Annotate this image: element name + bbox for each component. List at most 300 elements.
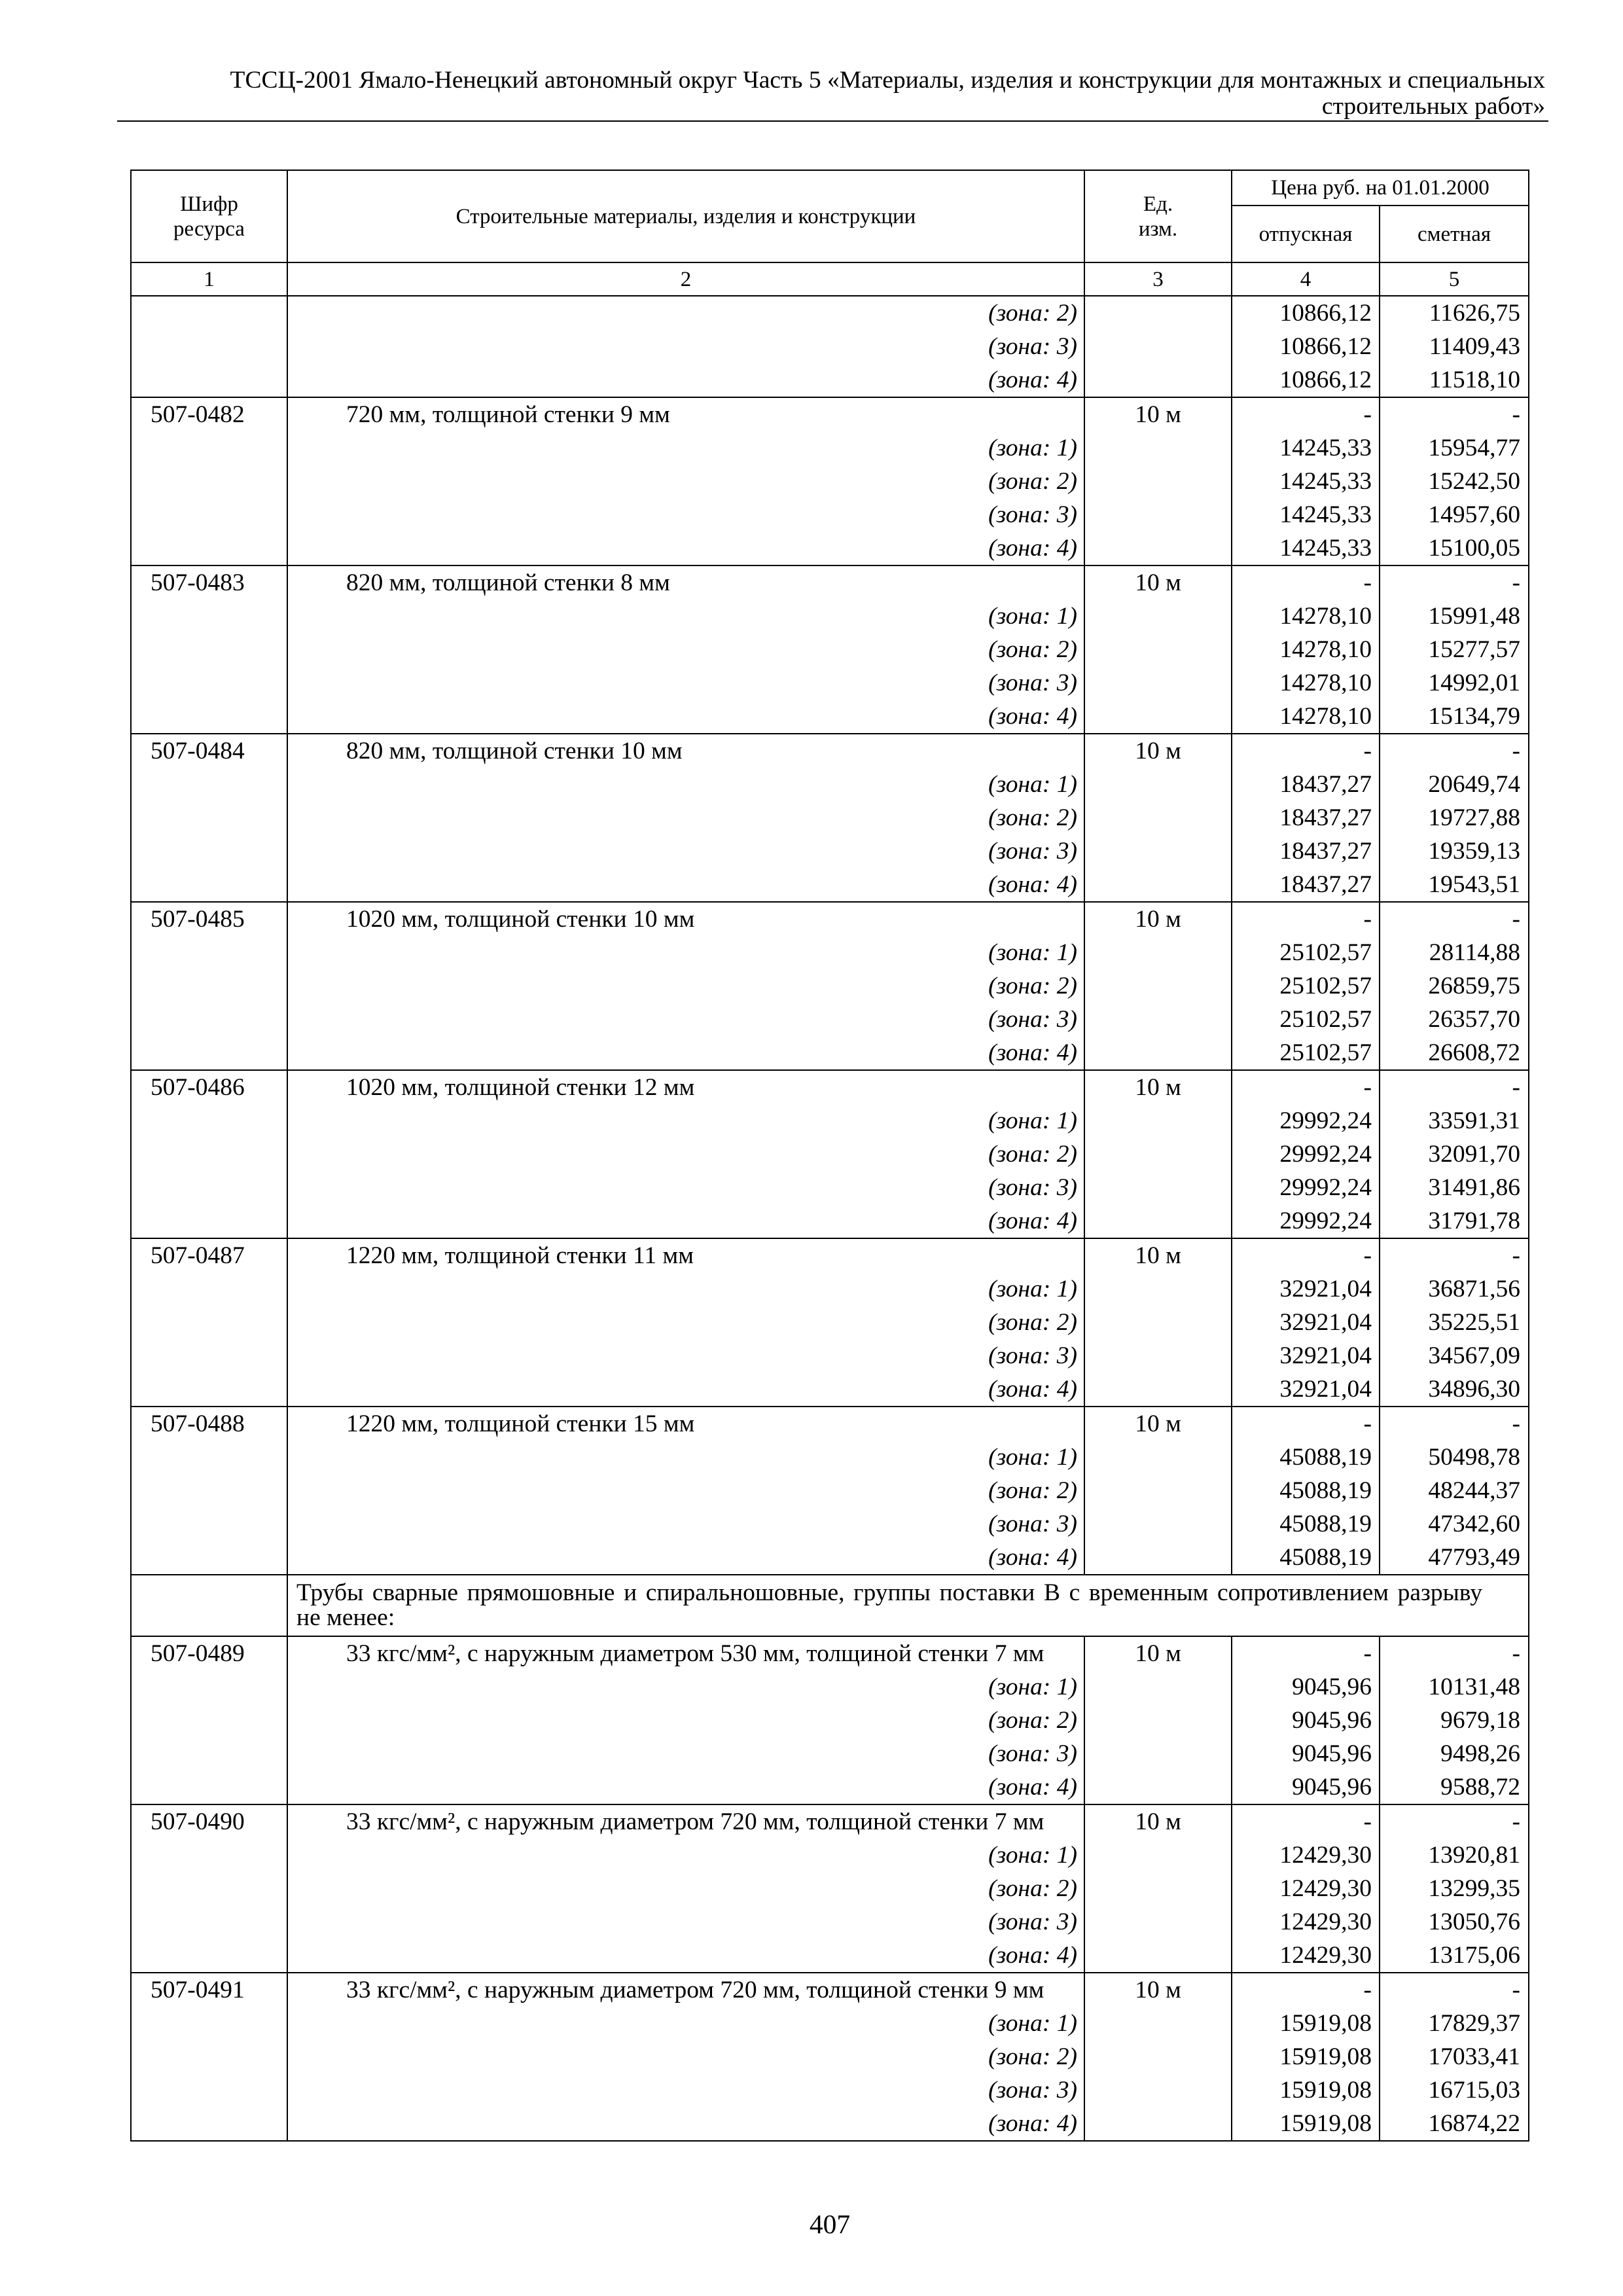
release-price: 45088,19 <box>1232 1541 1380 1574</box>
empty-cell <box>1085 531 1232 565</box>
release-price: - <box>1232 1973 1380 2007</box>
zone-row <box>132 1770 1528 1804</box>
empty-cell <box>132 1171 288 1204</box>
empty-cell <box>1085 666 1232 700</box>
estimate-price: 19543,51 <box>1428 871 1520 898</box>
zone-label: (зона: 4) <box>288 1939 1085 1972</box>
column-header-name <box>288 171 1085 262</box>
estimate-price: 31791,78 <box>1428 1208 1520 1234</box>
empty-cell <box>1085 1770 1232 1804</box>
release-price: 9045,96 <box>1232 1737 1380 1770</box>
section-row <box>132 1575 1528 1636</box>
empty-cell <box>1085 868 1232 901</box>
zone-label: (зона: 1) <box>288 1441 1085 1474</box>
empty-cell <box>1085 1839 1232 1872</box>
table-row <box>132 1637 1528 1670</box>
release-price: 32921,04 <box>1232 1306 1380 1339</box>
release-price: 32921,04 <box>1232 1272 1380 1306</box>
section-heading <box>288 1575 1528 1636</box>
empty-cell <box>132 330 288 363</box>
empty-cell <box>1085 768 1232 801</box>
release-price: 9045,96 <box>1232 1770 1380 1804</box>
empty-cell <box>1085 1003 1232 1036</box>
resource-group <box>132 733 1528 901</box>
item-description: 820 мм, толщиной стенки 8 мм <box>288 566 1085 600</box>
release-price: 12429,30 <box>1232 1872 1380 1905</box>
zone-label: (зона: 2) <box>288 1474 1085 1507</box>
empty-cell <box>132 600 288 633</box>
resource-group <box>132 901 1528 1069</box>
estimate-price: - <box>1512 1977 1520 2003</box>
empty-cell <box>1085 1306 1232 1339</box>
empty-cell <box>132 1272 288 1306</box>
estimate-price: 13920,81 <box>1428 1842 1520 1869</box>
table-row <box>132 734 1528 768</box>
estimate-price: 17033,41 <box>1428 2043 1520 2070</box>
resource-group <box>132 1972 1528 2140</box>
resource-code: 507-0483 <box>132 566 288 600</box>
estimate-price: 34896,30 <box>1428 1376 1520 1403</box>
zone-row <box>132 330 1528 363</box>
zone-label: (зона: 1) <box>288 1272 1085 1306</box>
zone-row <box>132 868 1528 901</box>
column-header-estimate: сметная <box>1417 222 1491 246</box>
empty-cell <box>1085 2007 1232 2040</box>
column-header-release: отпускная <box>1232 206 1380 262</box>
empty-cell <box>1085 431 1232 465</box>
estimate-price: 33591,31 <box>1428 1107 1520 1134</box>
zone-label: (зона: 4) <box>288 868 1085 901</box>
zone-row <box>132 296 1528 330</box>
empty-cell <box>1085 1670 1232 1704</box>
zone-label: (зона: 4) <box>288 700 1085 733</box>
section-heading-line: не менее: <box>296 1604 395 1631</box>
release-price: 29992,24 <box>1232 1171 1380 1204</box>
zone-row <box>132 1541 1528 1574</box>
column-number: 3 <box>1085 263 1232 295</box>
column-header-code-line: Шифр <box>180 192 238 216</box>
estimate-price: 14992,01 <box>1428 670 1520 696</box>
table-row <box>132 566 1528 600</box>
estimate-price: 11409,43 <box>1429 333 1520 360</box>
estimate-price: - <box>1512 738 1520 764</box>
zone-row <box>132 1737 1528 1770</box>
zone-row <box>132 600 1528 633</box>
empty-cell <box>1085 1204 1232 1238</box>
release-price: 32921,04 <box>1232 1372 1380 1406</box>
estimate-price: 17829,37 <box>1428 2010 1520 2037</box>
empty-cell <box>1085 296 1232 330</box>
release-price: - <box>1232 1637 1380 1670</box>
zone-row <box>132 2040 1528 2073</box>
price-subheader-row <box>1232 206 1528 262</box>
empty-cell <box>1085 1272 1232 1306</box>
empty-cell <box>132 1704 288 1737</box>
release-price: 9045,96 <box>1232 1670 1380 1704</box>
zone-row <box>132 1905 1528 1939</box>
resource-code: 507-0488 <box>132 1407 288 1441</box>
table-header <box>132 171 1528 296</box>
release-price: 25102,57 <box>1232 969 1380 1003</box>
zone-label: (зона: 3) <box>288 1905 1085 1939</box>
empty-cell <box>1085 465 1232 498</box>
empty-cell <box>132 801 288 834</box>
item-description: 1220 мм, толщиной стенки 15 мм <box>288 1407 1085 1441</box>
empty-cell <box>132 1003 288 1036</box>
empty-cell <box>132 498 288 531</box>
zone-label: (зона: 3) <box>288 834 1085 868</box>
zone-label: (зона: 2) <box>288 633 1085 666</box>
zone-row <box>132 1306 1528 1339</box>
estimate-price: 16715,03 <box>1428 2077 1520 2104</box>
empty-cell <box>132 1575 288 1636</box>
zone-label: (зона: 2) <box>288 296 1085 330</box>
zone-row <box>132 498 1528 531</box>
zone-label: (зона: 2) <box>288 1138 1085 1171</box>
empty-cell <box>1085 1905 1232 1939</box>
release-price: 14245,33 <box>1232 531 1380 565</box>
unit-of-measure: 10 м <box>1085 734 1232 768</box>
zone-row <box>132 1171 1528 1204</box>
resource-group <box>132 296 1528 397</box>
zone-label: (зона: 3) <box>288 1507 1085 1541</box>
empty-cell <box>132 1441 288 1474</box>
release-price: - <box>1232 1805 1380 1839</box>
zone-row <box>132 1670 1528 1704</box>
empty-cell <box>1085 1474 1232 1507</box>
estimate-price: 16874,22 <box>1428 2110 1520 2137</box>
resource-group <box>132 1406 1528 1574</box>
column-header-price <box>1232 171 1528 262</box>
estimate-price: 20649,74 <box>1428 771 1520 798</box>
column-header-code-line: ресурса <box>173 217 245 241</box>
zone-label: (зона: 4) <box>288 363 1085 397</box>
empty-cell <box>1085 633 1232 666</box>
estimate-price: 36871,56 <box>1428 1276 1520 1302</box>
zone-label: (зона: 4) <box>288 1036 1085 1069</box>
release-price: 14278,10 <box>1232 600 1380 633</box>
empty-cell <box>132 768 288 801</box>
empty-cell <box>132 1339 288 1372</box>
zone-row <box>132 1441 1528 1474</box>
release-price: 18437,27 <box>1232 801 1380 834</box>
zone-label: (зона: 3) <box>288 498 1085 531</box>
estimate-price: 26357,70 <box>1428 1006 1520 1033</box>
table-row <box>132 1071 1528 1104</box>
resource-code: 507-0490 <box>132 1805 288 1839</box>
empty-cell <box>132 1670 288 1704</box>
section-group <box>132 1574 1528 1636</box>
running-header-line: ТССЦ-2001 Ямало-Ненецкий автономный округ Часть 5 «Материалы, изделия и конструкции для монтажных и специальных <box>230 67 1545 94</box>
empty-cell <box>132 1541 288 1574</box>
zone-label: (зона: 3) <box>288 666 1085 700</box>
zone-row <box>132 1872 1528 1905</box>
estimate-price: 28114,88 <box>1429 939 1520 966</box>
release-price: - <box>1232 1407 1380 1441</box>
zone-row <box>132 431 1528 465</box>
zone-row <box>132 700 1528 733</box>
zone-row <box>132 363 1528 397</box>
empty-cell <box>132 1104 288 1138</box>
release-price: 18437,27 <box>1232 868 1380 901</box>
estimate-price: 35225,51 <box>1428 1309 1520 1336</box>
empty-cell <box>132 1737 288 1770</box>
zone-label: (зона: 2) <box>288 1704 1085 1737</box>
section-heading-line: Трубы сварные прямошовные и спиральношовные, группы поставки В с временным сопротивлением разрыву <box>296 1579 1482 1606</box>
empty-cell <box>132 700 288 733</box>
empty-cell <box>1085 2107 1232 2140</box>
zone-row <box>132 1138 1528 1171</box>
item-description: 820 мм, толщиной стенки 10 мм <box>288 734 1085 768</box>
estimate-price: 47793,49 <box>1428 1544 1520 1571</box>
estimate-price: - <box>1512 1410 1520 1437</box>
unit-of-measure: 10 м <box>1085 1637 1232 1670</box>
estimate-price: 34567,09 <box>1428 1342 1520 1369</box>
zone-row <box>132 1704 1528 1737</box>
estimate-price: 19727,88 <box>1428 804 1520 831</box>
header-rule <box>117 120 1548 122</box>
item-description: 1020 мм, толщиной стенки 12 мм <box>288 1071 1085 1104</box>
column-number-row <box>132 263 1528 296</box>
zone-label: (зона: 1) <box>288 431 1085 465</box>
empty-cell <box>132 969 288 1003</box>
release-price: - <box>1232 1239 1380 1272</box>
release-price: 12429,30 <box>1232 1939 1380 1972</box>
estimate-price: 15954,77 <box>1428 435 1520 461</box>
zone-label: (зона: 3) <box>288 1003 1085 1036</box>
empty-cell <box>132 936 288 969</box>
zone-row <box>132 1474 1528 1507</box>
release-price: 29992,24 <box>1232 1138 1380 1171</box>
empty-cell <box>1085 2040 1232 2073</box>
estimate-price: 11518,10 <box>1429 367 1520 393</box>
empty-cell <box>132 1872 288 1905</box>
table-row <box>132 1805 1528 1839</box>
estimate-price: - <box>1512 1808 1520 1835</box>
zone-row <box>132 801 1528 834</box>
estimate-price: 15277,57 <box>1428 636 1520 663</box>
estimate-price: 11626,75 <box>1429 300 1520 327</box>
item-description: 33 кгс/мм², с наружным диаметром 720 мм, толщиной стенки 7 мм <box>288 1805 1085 1839</box>
zone-row <box>132 1104 1528 1138</box>
zone-row <box>132 768 1528 801</box>
release-price: 18437,27 <box>1232 768 1380 801</box>
zone-label: (зона: 2) <box>288 1872 1085 1905</box>
empty-cell <box>132 1770 288 1804</box>
release-price: 14278,10 <box>1232 633 1380 666</box>
resource-group <box>132 1804 1528 1972</box>
resource-code: 507-0484 <box>132 734 288 768</box>
release-price: 15919,08 <box>1232 2040 1380 2073</box>
empty-cell <box>1085 600 1232 633</box>
zone-row <box>132 1339 1528 1372</box>
empty-cell <box>1085 2073 1232 2107</box>
resource-group <box>132 397 1528 565</box>
empty-cell <box>1085 1704 1232 1737</box>
empty-cell <box>1085 1541 1232 1574</box>
unit-of-measure: 10 м <box>1085 1071 1232 1104</box>
estimate-price: 13175,06 <box>1428 1942 1520 1969</box>
release-price: 25102,57 <box>1232 1036 1380 1069</box>
zone-row <box>132 1003 1528 1036</box>
empty-cell <box>132 363 288 397</box>
release-price: 25102,57 <box>1232 936 1380 969</box>
estimate-price: 50498,78 <box>1428 1444 1520 1471</box>
zone-row <box>132 2107 1528 2140</box>
release-price: 32921,04 <box>1232 1339 1380 1372</box>
zone-label: (зона: 4) <box>288 1770 1085 1804</box>
estimate-price: - <box>1512 1074 1520 1101</box>
release-price: 29992,24 <box>1232 1204 1380 1238</box>
resource-code: 507-0485 <box>132 903 288 936</box>
empty-cell <box>1085 1507 1232 1541</box>
column-header-name-label: Строительные материалы, изделия и конструкции <box>455 204 916 228</box>
empty-cell <box>132 296 288 330</box>
release-price: 15919,08 <box>1232 2073 1380 2107</box>
zone-label: (зона: 3) <box>288 1171 1085 1204</box>
empty-cell <box>1085 1339 1232 1372</box>
zone-row <box>132 666 1528 700</box>
zone-label: (зона: 2) <box>288 465 1085 498</box>
empty-cell <box>1085 330 1232 363</box>
zone-row <box>132 531 1528 565</box>
zone-label: (зона: 3) <box>288 1737 1085 1770</box>
zone-label: (зона: 3) <box>288 1339 1085 1372</box>
resource-code: 507-0487 <box>132 1239 288 1272</box>
item-description: 1020 мм, толщиной стенки 10 мм <box>288 903 1085 936</box>
table-row <box>132 398 1528 431</box>
item-description: 33 кгс/мм², с наружным диаметром 530 мм, толщиной стенки 7 мм <box>288 1637 1085 1670</box>
empty-cell <box>1085 498 1232 531</box>
empty-cell <box>1085 936 1232 969</box>
empty-cell <box>1085 1036 1232 1069</box>
release-price: 18437,27 <box>1232 834 1380 868</box>
zone-row <box>132 465 1528 498</box>
item-description: 33 кгс/мм², с наружным диаметром 720 мм, толщиной стенки 9 мм <box>288 1973 1085 2007</box>
zone-row <box>132 2007 1528 2040</box>
empty-cell <box>1085 1138 1232 1171</box>
empty-cell <box>132 1939 288 1972</box>
empty-cell <box>132 1474 288 1507</box>
empty-cell <box>132 2007 288 2040</box>
release-price: 12429,30 <box>1232 1905 1380 1939</box>
release-price: 45088,19 <box>1232 1507 1380 1541</box>
release-price: - <box>1232 1071 1380 1104</box>
release-price: 14245,33 <box>1232 431 1380 465</box>
estimate-price: - <box>1512 1640 1520 1667</box>
empty-cell <box>1085 363 1232 397</box>
price-date-title: Цена руб. на 01.01.2000 <box>1232 171 1528 206</box>
empty-cell <box>1085 1441 1232 1474</box>
resource-group <box>132 1069 1528 1238</box>
zone-label: (зона: 1) <box>288 1670 1085 1704</box>
column-header-unit-line: изм. <box>1138 217 1178 241</box>
table-row <box>132 903 1528 936</box>
zone-row <box>132 1036 1528 1069</box>
estimate-price: 13299,35 <box>1428 1875 1520 1902</box>
zone-label: (зона: 3) <box>288 2073 1085 2107</box>
resource-group <box>132 1238 1528 1406</box>
zone-label: (зона: 1) <box>288 600 1085 633</box>
table-body <box>132 296 1528 2140</box>
zone-label: (зона: 1) <box>288 1839 1085 1872</box>
empty-cell <box>132 1036 288 1069</box>
unit-of-measure: 10 м <box>1085 398 1232 431</box>
column-header-unit <box>1085 171 1232 262</box>
release-price: 15919,08 <box>1232 2007 1380 2040</box>
estimate-price: 10131,48 <box>1428 1674 1520 1700</box>
release-price: 15919,08 <box>1232 2107 1380 2140</box>
unit-of-measure: 10 м <box>1085 1805 1232 1839</box>
empty-cell <box>132 868 288 901</box>
unit-of-measure: 10 м <box>1085 1407 1232 1441</box>
release-price: - <box>1232 566 1380 600</box>
empty-cell <box>1085 969 1232 1003</box>
table-row <box>132 1239 1528 1272</box>
page-number: 407 <box>809 2209 851 2239</box>
zone-label: (зона: 4) <box>288 531 1085 565</box>
empty-cell <box>132 431 288 465</box>
release-price: - <box>1232 734 1380 768</box>
zone-label: (зона: 2) <box>288 2040 1085 2073</box>
item-description: 720 мм, толщиной стенки 9 мм <box>288 398 1085 431</box>
estimate-price: 31491,86 <box>1428 1174 1520 1201</box>
item-description: 1220 мм, толщиной стенки 11 мм <box>288 1239 1085 1272</box>
empty-cell <box>132 2073 288 2107</box>
release-price: 25102,57 <box>1232 1003 1380 1036</box>
zone-row <box>132 936 1528 969</box>
empty-cell <box>132 633 288 666</box>
empty-cell <box>1085 801 1232 834</box>
zone-label: (зона: 1) <box>288 2007 1085 2040</box>
release-price: 12429,30 <box>1232 1839 1380 1872</box>
table-row <box>132 1973 1528 2007</box>
estimate-price: 47342,60 <box>1428 1511 1520 1537</box>
empty-cell <box>132 1372 288 1406</box>
estimate-price: 13050,76 <box>1428 1909 1520 1935</box>
running-header-line: строительных работ» <box>1321 93 1545 120</box>
release-price: 14278,10 <box>1232 700 1380 733</box>
release-price: 29992,24 <box>1232 1104 1380 1138</box>
zone-label: (зона: 1) <box>288 768 1085 801</box>
release-price: 10866,12 <box>1232 363 1380 397</box>
column-number: 4 <box>1232 263 1380 295</box>
release-price: 10866,12 <box>1232 330 1380 363</box>
empty-cell <box>1085 1104 1232 1138</box>
zone-row <box>132 1272 1528 1306</box>
empty-cell <box>132 1306 288 1339</box>
zone-label: (зона: 2) <box>288 801 1085 834</box>
empty-cell <box>132 1138 288 1171</box>
column-number: 5 <box>1448 267 1460 291</box>
empty-cell <box>132 834 288 868</box>
zone-label: (зона: 1) <box>288 1104 1085 1138</box>
column-header-code <box>132 171 288 262</box>
unit-of-measure: 10 м <box>1085 566 1232 600</box>
zone-row <box>132 1939 1528 1972</box>
empty-cell <box>132 2040 288 2073</box>
empty-cell <box>132 1839 288 1872</box>
empty-cell <box>1085 1872 1232 1905</box>
zone-row <box>132 834 1528 868</box>
estimate-price: 32091,70 <box>1428 1141 1520 1168</box>
resource-code: 507-0489 <box>132 1637 288 1670</box>
resource-code: 507-0486 <box>132 1071 288 1104</box>
unit-of-measure: 10 м <box>1085 1239 1232 1272</box>
empty-cell <box>132 1204 288 1238</box>
zone-row <box>132 1507 1528 1541</box>
release-price: - <box>1232 398 1380 431</box>
